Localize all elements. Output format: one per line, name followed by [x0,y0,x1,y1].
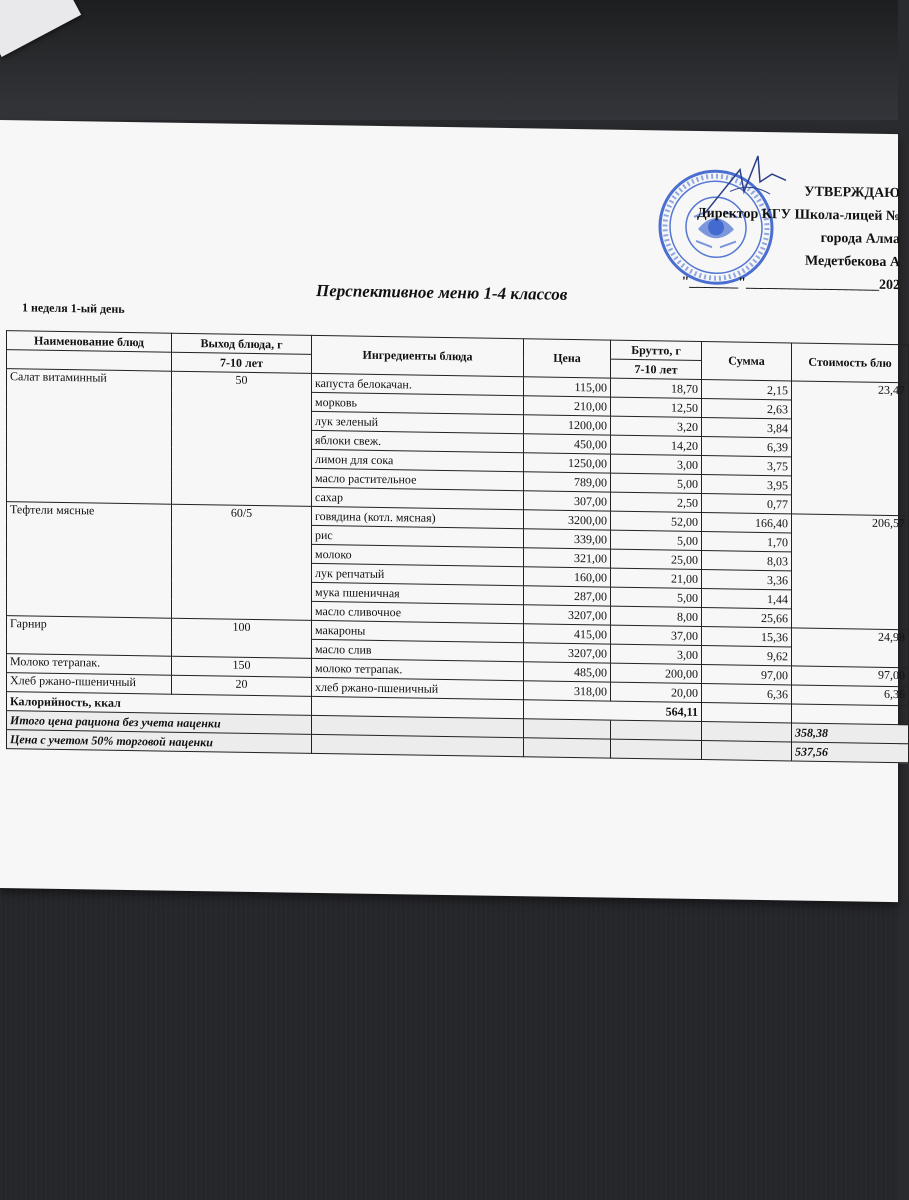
ingredient-name: говядина (котл. мясная) [312,506,524,528]
desk-background [0,0,898,120]
ingredient-sum: 25,66 [702,608,792,628]
ingredient-name: хлеб ржано-пшеничный [312,677,524,699]
header-sum: Сумма [702,342,792,381]
ingredient-brutto: 3,00 [611,644,702,664]
total-no-markup-label: Итого цена рациона без учета наценки [7,711,312,735]
ingredient-name: мука пшеничная [312,582,524,604]
ingredient-price: 789,00 [524,472,611,492]
week-day-label: 1 неделя 1-ый день [22,300,125,316]
approval-name: Медетбекова А [805,253,900,271]
total-with-markup-empty-4 [702,741,792,761]
total-with-markup-label: Цена с учетом 50% торговой наценки [7,730,312,754]
dish-cost: 97,00 [792,666,909,687]
ingredient-brutto: 8,00 [611,606,702,626]
page-title: Перспективное меню 1-4 классов [316,280,568,304]
total-with-markup-empty-2 [524,738,611,758]
ingredient-price: 3207,00 [524,643,611,663]
dish-cost: 6,36 [792,685,909,706]
dish-name: Гарнир [7,616,172,657]
ingredient-brutto: 37,00 [611,625,702,645]
header-output: Выход блюда, г [172,333,312,354]
dish-output: 20 [172,675,312,696]
ingredient-name: лук репчатый [312,563,524,585]
ingredient-price: 307,00 [524,491,611,511]
ingredient-name: лук зеленый [312,411,524,433]
ingredient-name: молоко [312,544,524,566]
menu-table [6,330,909,763]
ingredient-brutto: 5,00 [611,473,702,493]
header-dish-blank [7,350,172,372]
ingredient-name: сахар [312,487,524,509]
ingredient-sum: 3,95 [702,475,792,495]
ingredient-name: рис [312,525,524,547]
ingredient-name: масло сливочное [312,601,524,623]
ingredient-name: яблоки свеж. [312,430,524,452]
header-price: Цена [524,339,611,378]
ingredient-price: 339,00 [524,529,611,549]
ingredient-sum: 1,44 [702,589,792,609]
ingredient-name: масло растительное [312,468,524,490]
ingredient-name: макароны [312,620,524,642]
ingredient-brutto: 12,50 [611,397,702,417]
ingredient-price: 3200,00 [524,510,611,530]
dish-output: 60/5 [172,504,312,620]
ingredient-sum: 2,15 [702,380,792,400]
header-age-brutto: 7-10 лет [611,359,702,379]
ingredient-brutto: 20,00 [611,682,702,702]
ingredient-sum: 2,63 [702,399,792,419]
menu-document-sheet [0,120,905,902]
ingredient-price: 3207,00 [524,605,611,625]
total-no-markup-empty-3 [611,720,702,740]
ingredient-brutto: 18,70 [611,378,702,398]
ingredient-brutto: 5,00 [611,530,702,550]
ingredient-price: 415,00 [524,624,611,644]
header-cost: Стоимость блю [792,343,909,383]
approval-block [570,177,900,297]
header-brutto: Брутто, г [611,340,702,360]
total-no-markup-value: 358,38 [792,723,909,744]
ingredient-sum: 3,75 [702,456,792,476]
ingredient-sum: 15,36 [702,627,792,647]
header-ingredients: Ингредиенты блюда [312,335,524,376]
ingredient-name: капуста белокачан. [312,373,524,395]
ingredient-name: лимон для сока [312,449,524,471]
ingredient-brutto: 14,20 [611,435,702,455]
dish-cost: 24,98 [792,628,909,668]
desk-texture [0,880,898,1200]
ingredient-brutto: 21,00 [611,568,702,588]
ingredient-price: 115,00 [524,377,611,397]
dish-cost: 23,47 [792,381,909,516]
ingredient-brutto: 25,00 [611,549,702,569]
ingredient-name: морковь [312,392,524,414]
ingredient-sum: 6,39 [702,437,792,457]
ingredient-brutto: 5,00 [611,587,702,607]
approval-city: города Алма [820,230,900,248]
total-no-markup-empty-4 [702,722,792,742]
ingredient-price: 1200,00 [524,415,611,435]
total-no-markup-empty-2 [524,719,611,739]
approval-title: УТВЕРЖДАЮ [804,184,900,202]
total-with-markup-value: 537,56 [792,742,909,763]
ingredient-price: 1250,00 [524,453,611,473]
ingredient-price: 287,00 [524,586,611,606]
approval-director: Директор КГУ Школа-лицей № [697,205,900,225]
menu-table-body [7,369,909,706]
calories-label: Калорийность, ккал [7,692,312,716]
calories-value: 564,11 [524,700,702,722]
ingredient-sum: 0,77 [702,494,792,514]
dish-name: Салат витаминный [7,369,172,505]
calories-empty-3 [792,704,909,725]
ingredient-sum: 1,70 [702,532,792,552]
calories-empty-2 [702,703,792,723]
dish-output: 50 [172,371,312,506]
dish-output: 100 [172,618,312,658]
dish-name: Молоко тетрапак. [7,654,172,676]
ingredient-price: 321,00 [524,548,611,568]
dish-name: Тефтели мясные [7,502,172,619]
ingredient-brutto: 52,00 [611,511,702,531]
total-with-markup-empty [312,734,524,756]
ingredient-sum: 9,62 [702,646,792,666]
total-with-markup-empty-3 [611,739,702,759]
ingredient-sum: 3,84 [702,418,792,438]
ingredient-brutto: 3,00 [611,454,702,474]
ingredient-price: 450,00 [524,434,611,454]
dish-name: Хлеб ржано-пшеничный [7,673,172,695]
ingredient-sum: 166,40 [702,513,792,533]
ingredient-price: 485,00 [524,662,611,682]
dish-cost: 206,57 [792,514,909,630]
dish-output: 150 [172,656,312,677]
ingredient-name: масло слив [312,639,524,661]
header-dish: Наименование блюд [7,331,172,353]
ingredient-sum: 6,36 [702,684,792,704]
ingredient-sum: 97,00 [702,665,792,685]
ingredient-price: 210,00 [524,396,611,416]
ingredient-sum: 8,03 [702,551,792,571]
approval-date-line: "_______"___________________202 [681,274,900,294]
ingredient-sum: 3,36 [702,570,792,590]
ingredient-price: 318,00 [524,681,611,701]
header-age-output: 7-10 лет [172,352,312,373]
ingredient-price: 160,00 [524,567,611,587]
ingredient-name: молоко тетрапак. [312,658,524,680]
ingredient-brutto: 2,50 [611,492,702,512]
ingredient-brutto: 3,20 [611,416,702,436]
ingredient-brutto: 200,00 [611,663,702,683]
